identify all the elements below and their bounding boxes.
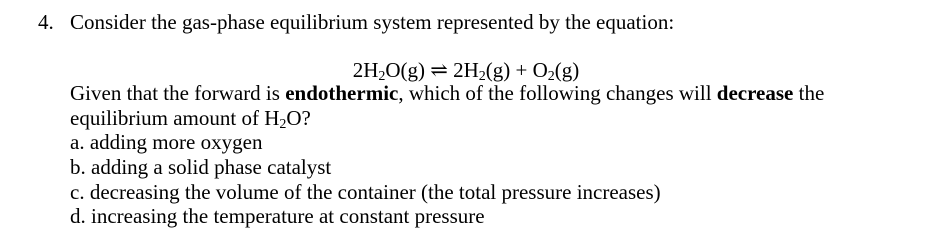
eq-lhs-coef: 2H [352, 58, 379, 82]
eq-lhs-tail: O(g) [385, 58, 426, 82]
question-number: 4. [38, 10, 54, 34]
chemical-equation [0, 58, 932, 82]
eq-lhs-sub: 2 [378, 69, 386, 84]
stem-part3: the [793, 81, 825, 105]
stem-part1: Given that the forward is [70, 81, 286, 105]
option-d: d. increasing the temperature at constant pressure [70, 204, 485, 228]
option-b: b. adding a solid phase catalyst [70, 155, 332, 179]
question-stem-line1 [70, 81, 824, 105]
option-c: c. decreasing the volume of the container (the total pressure increases) [70, 180, 661, 204]
eq-rhs1-coef: 2H [453, 58, 479, 82]
stem-part2: , which of the following changes will [398, 81, 717, 105]
eq-rhs1-tail: (g) + O [485, 58, 548, 82]
question-intro: Consider the gas-phase equilibrium system represented by the equation: [70, 10, 675, 34]
eq-rhs2-sub: 2 [547, 69, 555, 84]
eq-rhs1-sub: 2 [478, 69, 486, 84]
stem-line2-b: O? [286, 106, 311, 130]
stem-line2-sub: 2 [279, 117, 287, 132]
stem-bold-endothermic: endothermic [285, 81, 399, 105]
eq-rhs2-tail: (g) [554, 58, 580, 82]
stem-bold-decrease: decrease [716, 81, 794, 105]
option-a: a. adding more oxygen [70, 130, 263, 154]
stem-line2-a: equilibrium amount of H [70, 106, 280, 130]
question-stem-line2 [70, 106, 311, 130]
equilibrium-arrow: ⇌ [430, 58, 448, 82]
